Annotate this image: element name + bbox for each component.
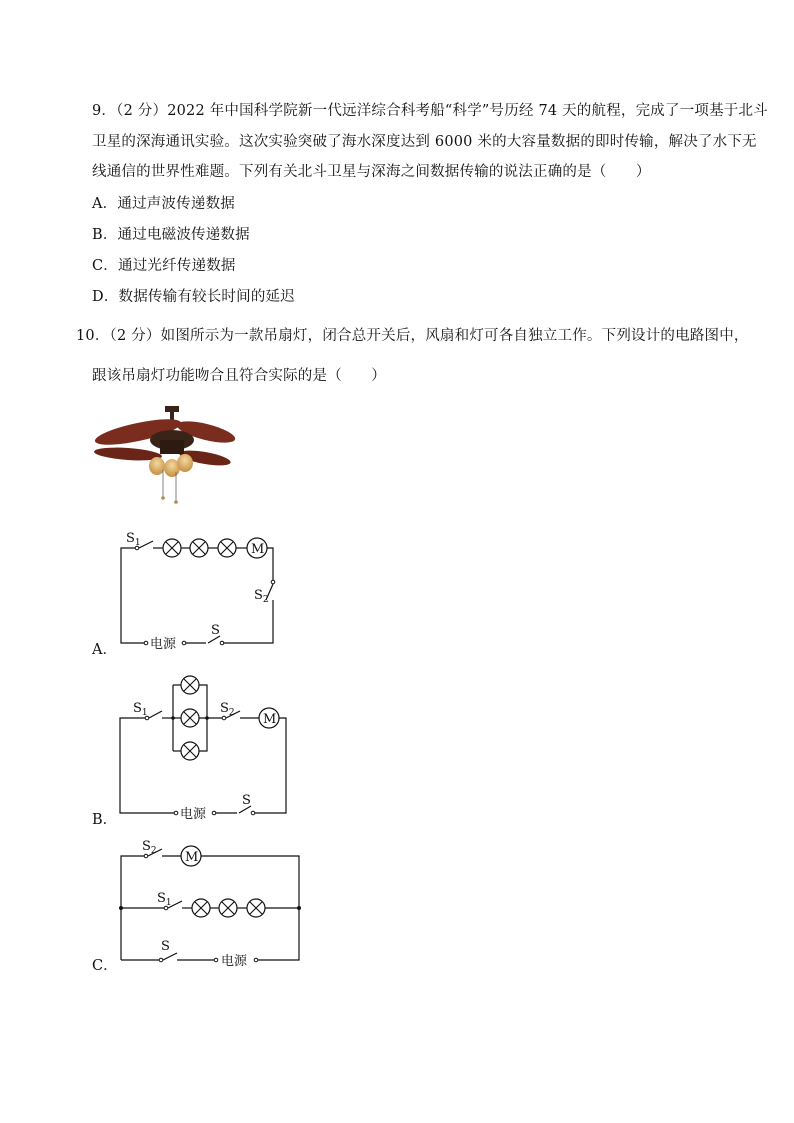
svg-text:M: M	[263, 712, 277, 727]
switch-s1-blade	[139, 541, 153, 548]
svg-text:M: M	[185, 850, 199, 865]
circuit-diagram-c	[119, 839, 301, 969]
q9-option-b: B．通过电磁波传递数据	[92, 227, 250, 243]
svg-text:电源: 电源	[180, 807, 207, 822]
svg-text:M: M	[251, 542, 265, 557]
circuit-diagram-a	[121, 531, 275, 652]
svg-text:S: S	[161, 939, 170, 954]
svg-text:S1: $S_1$	[157, 891, 172, 908]
svg-text:S: S	[242, 793, 251, 808]
svg-text:S2: $S_2$	[220, 701, 235, 718]
svg-text:S1: $S_1$	[126, 531, 141, 548]
diagram-a-label: A．	[92, 642, 117, 658]
circuit-diagram-b	[120, 676, 286, 822]
q9-text-line-1: 9．（2 分）2022 年中国科学院新一代远洋综合科考船“科学”号历经 74 天的航程，完成了一项基于北斗	[92, 103, 768, 119]
lamp-icon	[218, 539, 236, 557]
q10-text-line-1: 10．（2 分）如图所示为一款吊扇灯，闭合总开关后，风扇和灯可各自独立工作。下列设计的电路图中，	[76, 328, 749, 344]
svg-text:S2: $S_2$	[142, 839, 157, 856]
q9-option-a: A．通过声波传递数据	[92, 196, 235, 212]
lamp-icon	[190, 539, 208, 557]
lamp-icon	[163, 539, 181, 557]
q10-text-line-2: 跟该吊扇灯功能吻合且符合实际的是（ ）	[92, 368, 386, 384]
lamp-icon	[181, 676, 199, 694]
svg-text:S: S	[211, 623, 220, 638]
svg-text:S2: $S_2$	[254, 588, 269, 605]
ceiling-fan-image	[93, 406, 237, 504]
switch-s-blade	[163, 953, 177, 960]
q9-text-line-3: 线通信的世界性难题。下列有关北斗卫星与深海之间数据传输的说法正确的是（ ）	[92, 164, 651, 180]
lamp-icon	[247, 899, 265, 917]
svg-text:电源: 电源	[221, 954, 248, 969]
lamp-icon	[192, 899, 210, 917]
svg-text:电源: 电源	[150, 637, 177, 652]
q9-text-line-2: 卫星的深海通讯实验。这次实验突破了海水深度达到 6000 米的大容量数据的即时传输，解决了水下无	[92, 134, 757, 150]
diagram-c-label: C．	[92, 958, 118, 974]
svg-text:S1: $S_1$	[133, 701, 148, 718]
q9-option-d: D．数据传输有较长时间的延迟	[92, 289, 295, 305]
switch-s1-blade	[149, 711, 162, 718]
lamp-icon	[219, 899, 237, 917]
diagram-b-label: B．	[92, 812, 118, 828]
q9-option-c: C．通过光纤传递数据	[92, 258, 236, 274]
lamp-icon	[181, 709, 199, 727]
lamp-icon	[181, 742, 199, 760]
